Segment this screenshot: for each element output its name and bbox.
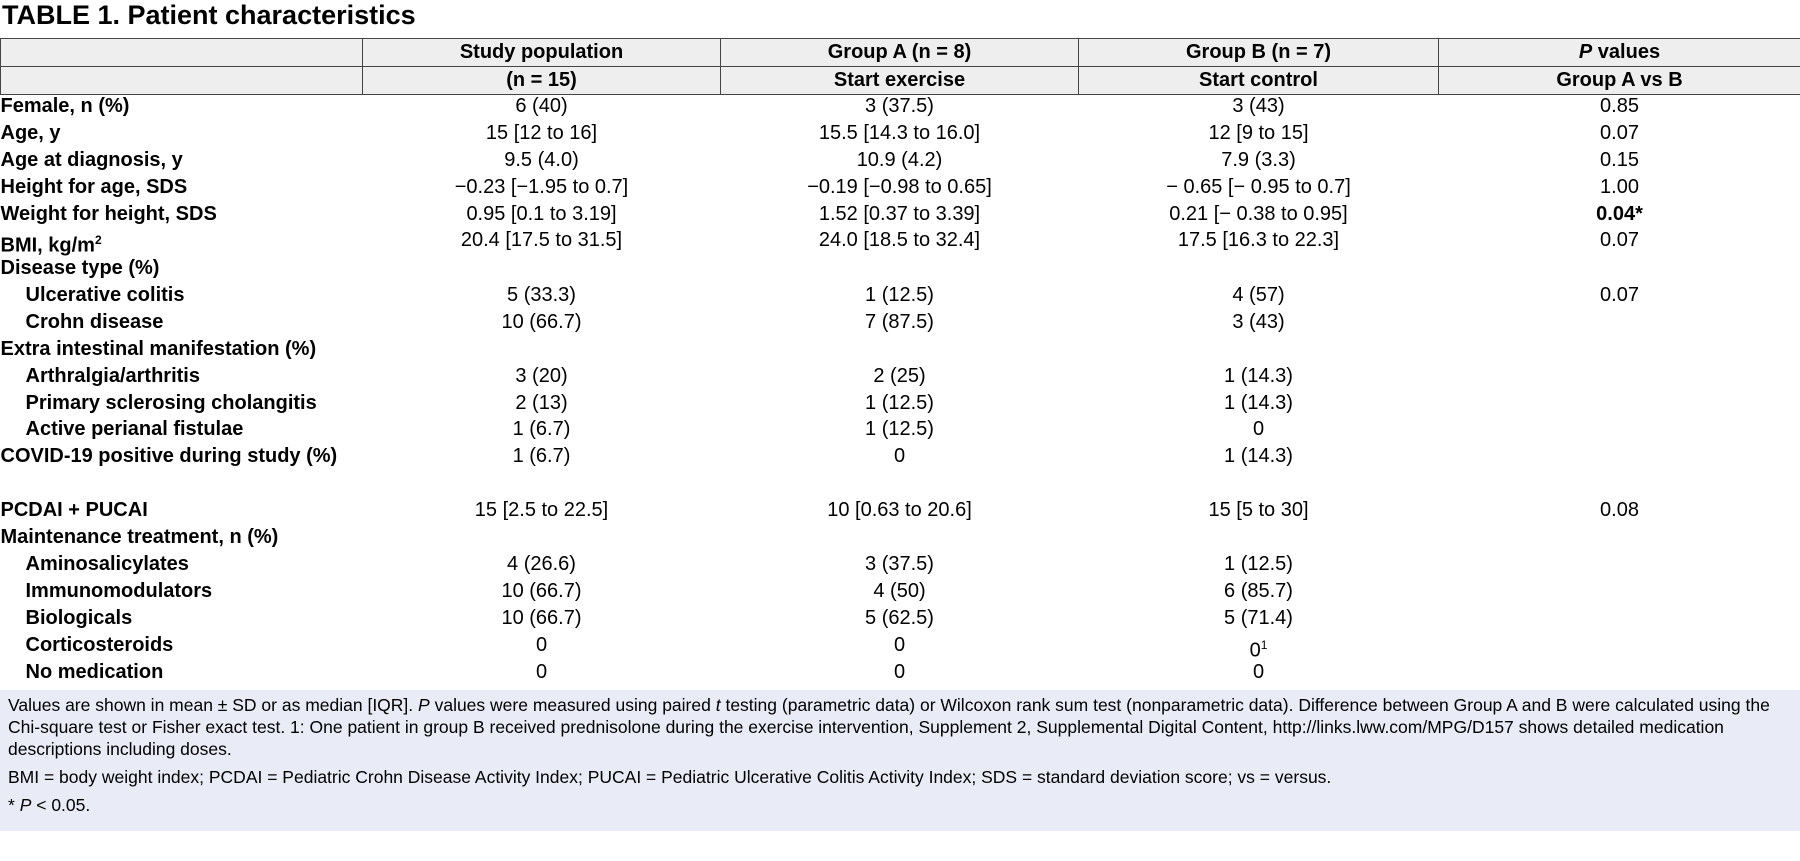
cell-group-a: [721, 418, 1079, 445]
row-label-text: Arthralgia/arthritis: [25, 364, 200, 387]
row-label: [1, 661, 363, 688]
cell-superscript: 1: [1260, 637, 1268, 652]
table-row: [1, 176, 1800, 203]
cell-value: 6 (40): [515, 95, 568, 117]
row-label: [1, 365, 363, 392]
cell-value: − 0.65 [− 0.95 to 0.7]: [1166, 175, 1351, 198]
row-label-text: Disease type (%): [0, 257, 160, 280]
row-label-text: COVID-19 positive during study (%): [0, 445, 338, 468]
cell-value: 0: [893, 633, 906, 656]
table-row: [1, 122, 1800, 149]
cell-group-b: [1079, 203, 1439, 230]
footnote-methods-t: t: [715, 695, 721, 716]
cell-p-value: [1439, 580, 1800, 607]
footnote-sig-p: P: [19, 795, 32, 816]
cell-group-a: [721, 338, 1079, 365]
footnote-methods-part-a: Values are shown in mean ± SD or as median [IQR].: [8, 695, 419, 716]
cell-value: 3 (37.5): [865, 553, 934, 576]
cell-value: 15 [12 to 16]: [485, 121, 598, 144]
cell-group-b: [1079, 418, 1439, 445]
row-label-text: BMI, kg/m: [0, 235, 95, 258]
row-label: [1, 634, 363, 662]
cell-group-b: [1079, 392, 1439, 419]
row-label: [1, 122, 363, 149]
cell-value: 0: [535, 633, 548, 656]
row-label-text: Weight for height, SDS: [0, 202, 217, 225]
footnote-significance: [8, 794, 1792, 816]
row-label: [1, 311, 363, 338]
cell-study-population: [363, 203, 721, 230]
cell-p-value: [1439, 95, 1800, 122]
cell-group-a: [721, 580, 1079, 607]
cell-value: 15.5 [14.3 to 16.0]: [818, 121, 981, 144]
cell-p-value: [1439, 203, 1800, 230]
cell-study-population: [363, 526, 721, 553]
cell-group-b: [1079, 661, 1439, 688]
row-label: [1, 607, 363, 634]
cell-p-value: [1439, 365, 1800, 392]
cell-value: 2 (25): [873, 364, 926, 387]
row-label-superscript: 2: [94, 233, 102, 248]
cell-study-population: [363, 553, 721, 580]
cell-group-a: [721, 607, 1079, 634]
cell-group-a: [721, 661, 1079, 688]
cell-value: 0.07: [1600, 229, 1639, 252]
cell-group-a: [721, 365, 1079, 392]
cell-group-a: [721, 311, 1079, 338]
cell-value: 0: [535, 661, 548, 684]
cell-value: 12 [9 to 15]: [1208, 121, 1309, 144]
cell-study-population: [363, 95, 721, 122]
cell-group-b: [1079, 634, 1439, 662]
cell-group-b: [1079, 229, 1439, 257]
cell-value: 7 (87.5): [865, 310, 934, 333]
table-row: [1, 95, 1800, 122]
cell-group-a: [721, 176, 1079, 203]
cell-p-value: [1439, 607, 1800, 634]
footnote-abbreviations: BMI = body weight index; PCDAI = Pediatric Crohn Disease Activity Index; PUCAI = Pediatric Ulcerative Colitis Activity Index; SDS = standard deviation score; vs = versus.: [8, 767, 1332, 788]
cell-value: 2 (13): [515, 391, 568, 414]
header-start-control: Start control: [1079, 67, 1439, 95]
cell-value: 1.52 [0.37 to 3.39]: [818, 202, 981, 225]
header-p-values: [1439, 39, 1800, 67]
cell-study-population: [363, 149, 721, 176]
table-row: [1, 607, 1800, 634]
cell-study-population: [363, 499, 721, 526]
cell-study-population: [363, 418, 721, 445]
cell-value: 4 (57): [1232, 284, 1285, 306]
cell-value: 0: [893, 445, 906, 468]
cell-group-b: [1079, 580, 1439, 607]
cell-value: 1 (12.5): [865, 284, 934, 306]
table-row: [1, 392, 1800, 419]
row-label: [1, 176, 363, 203]
cell-group-b: [1079, 365, 1439, 392]
row-label-text: Crohn disease: [25, 310, 164, 333]
table-row: [1, 229, 1800, 257]
cell-study-population: [363, 122, 721, 149]
row-label: [1, 338, 363, 365]
cell-group-b: [1079, 445, 1439, 499]
cell-p-value: [1439, 418, 1800, 445]
cell-value: 0: [1252, 661, 1265, 684]
cell-value: −0.19 [−0.98 to 0.65]: [807, 175, 992, 198]
cell-study-population: [363, 661, 721, 688]
cell-value: 0.07: [1600, 121, 1639, 144]
header-study-population: Study population: [363, 39, 721, 67]
cell-p-value: [1439, 311, 1800, 338]
header-group-b: Group B (n = 7): [1079, 39, 1439, 67]
row-label: [1, 392, 363, 419]
cell-group-a: [721, 553, 1079, 580]
cell-value: 10 (66.7): [501, 580, 582, 603]
row-label: [1, 284, 363, 311]
row-label-text: Age at diagnosis, y: [0, 148, 183, 171]
row-label: [1, 580, 363, 607]
table-footnotes: [0, 690, 1800, 831]
cell-group-a: [721, 149, 1079, 176]
cell-value: 0: [1252, 418, 1265, 441]
cell-group-a: [721, 122, 1079, 149]
header-empty-cell: [1, 39, 363, 67]
cell-p-value: [1439, 553, 1800, 580]
row-label: [1, 553, 363, 580]
cell-value: 5 (33.3): [507, 284, 576, 306]
cell-p-value: [1439, 526, 1800, 553]
cell-value: 0: [1249, 639, 1261, 662]
header-group-a-vs-b: Group A vs B: [1439, 67, 1800, 95]
cell-group-b: [1079, 176, 1439, 203]
row-label-text: Female, n (%): [0, 95, 130, 117]
cell-group-a: [721, 392, 1079, 419]
cell-value: 1 (6.7): [512, 445, 571, 468]
cell-value: 5 (62.5): [865, 606, 934, 629]
cell-study-population: [363, 580, 721, 607]
cell-p-value: [1439, 499, 1800, 526]
row-label-text: Aminosalicylates: [25, 553, 189, 576]
cell-value: 7.9 (3.3): [1221, 148, 1296, 171]
row-label-text: Height for age, SDS: [0, 175, 188, 198]
row-label-text: No medication: [25, 661, 164, 684]
cell-group-b: [1079, 149, 1439, 176]
row-label-text: Active perianal fistulae: [25, 418, 244, 441]
row-label: [1, 526, 363, 553]
cell-group-b: [1079, 257, 1439, 284]
cell-group-b: [1079, 499, 1439, 526]
patient-characteristics-table: [0, 38, 1800, 688]
cell-study-population: [363, 229, 721, 257]
header-p-rest: values: [1592, 41, 1661, 63]
cell-value: 1 (14.3): [1224, 391, 1293, 414]
row-label-text: Corticosteroids: [25, 633, 174, 656]
cell-value: −0.23 [−1.95 to 0.7]: [454, 175, 629, 198]
row-label: [1, 229, 363, 257]
cell-group-b: [1079, 95, 1439, 122]
table-row: [1, 418, 1800, 445]
cell-p-value: [1439, 122, 1800, 149]
cell-value: 15 [5 to 30]: [1208, 499, 1309, 522]
cell-value: 10.9 (4.2): [856, 148, 943, 171]
header-row-2: [1, 67, 1800, 95]
table-row: [1, 203, 1800, 230]
cell-group-a: [721, 229, 1079, 257]
cell-p-value: [1439, 445, 1800, 499]
table-row: [1, 526, 1800, 553]
cell-value: 0.95 [0.1 to 3.19]: [466, 202, 617, 225]
cell-study-population: [363, 365, 721, 392]
header-study-n: (n = 15): [363, 67, 721, 95]
cell-value: 0.85: [1600, 95, 1639, 117]
footnote-methods-p: P: [418, 695, 430, 716]
cell-group-a: [721, 95, 1079, 122]
cell-value: 9.5 (4.0): [504, 148, 579, 171]
cell-p-value: [1439, 284, 1800, 311]
row-label-text: Extra intestinal manifestation (%): [0, 337, 317, 360]
cell-group-a: [721, 445, 1079, 499]
row-label: [1, 203, 363, 230]
cell-value: 0: [893, 661, 906, 684]
cell-value: 1 (12.5): [865, 418, 934, 441]
cell-value: 3 (43): [1232, 310, 1285, 333]
footnote-methods: [8, 694, 1792, 760]
cell-value: 0.07: [1600, 284, 1639, 306]
cell-p-value: [1439, 229, 1800, 257]
cell-value: 24.0 [18.5 to 32.4]: [818, 229, 981, 252]
cell-value: 0.08: [1600, 499, 1639, 522]
cell-value: 10 (66.7): [501, 310, 582, 333]
table-row: [1, 553, 1800, 580]
row-label: [1, 257, 363, 284]
cell-group-b: [1079, 526, 1439, 553]
cell-value: 10 (66.7): [501, 606, 582, 629]
table-row: [1, 580, 1800, 607]
cell-value: 1.00: [1600, 175, 1639, 198]
cell-value: 5 (71.4): [1224, 606, 1293, 629]
table-row: [1, 661, 1800, 688]
row-label: [1, 95, 363, 122]
cell-p-value: [1439, 149, 1800, 176]
header-empty-cell-2: [1, 67, 363, 95]
cell-p-value: [1439, 176, 1800, 203]
cell-value: 0.15: [1600, 148, 1639, 171]
table-row: [1, 284, 1800, 311]
row-label-text: Immunomodulators: [25, 580, 213, 603]
cell-value: 6 (85.7): [1224, 580, 1293, 603]
cell-p-value: [1439, 338, 1800, 365]
cell-value: 1 (14.3): [1224, 364, 1293, 387]
cell-study-population: [363, 392, 721, 419]
cell-group-b: [1079, 338, 1439, 365]
cell-group-b: [1079, 311, 1439, 338]
row-label: [1, 445, 363, 499]
cell-group-a: [721, 499, 1079, 526]
row-label-text: Maintenance treatment, n (%): [0, 526, 279, 549]
header-row-1: [1, 39, 1800, 67]
cell-value: 1 (12.5): [865, 391, 934, 414]
cell-group-a: [721, 284, 1079, 311]
cell-value: 15 [2.5 to 22.5]: [474, 499, 609, 522]
cell-value: 20.4 [17.5 to 31.5]: [460, 229, 623, 252]
row-label-text: Primary sclerosing cholangitis: [25, 391, 317, 414]
footnote-methods-part-b: values were measured using paired: [429, 695, 716, 716]
table-row: [1, 634, 1800, 662]
row-label: [1, 418, 363, 445]
cell-value: 17.5 [16.3 to 22.3]: [1177, 229, 1340, 252]
row-label-text: Ulcerative colitis: [25, 284, 185, 306]
cell-study-population: [363, 607, 721, 634]
cell-value: 3 (37.5): [865, 95, 934, 117]
cell-p-value: [1439, 661, 1800, 688]
cell-study-population: [363, 445, 721, 499]
cell-study-population: [363, 257, 721, 284]
table-title: TABLE 1. Patient characteristics: [2, 0, 416, 30]
cell-group-b: [1079, 284, 1439, 311]
header-p-italic: P: [1578, 41, 1593, 63]
cell-value: 0.21 [− 0.38 to 0.95]: [1169, 202, 1348, 225]
cell-value: 3 (20): [515, 364, 568, 387]
table-row: [1, 365, 1800, 392]
cell-group-b: [1079, 607, 1439, 634]
cell-study-population: [363, 338, 721, 365]
table-row: [1, 311, 1800, 338]
table-row: [1, 257, 1800, 284]
cell-p-value: [1439, 257, 1800, 284]
cell-value: 1 (14.3): [1224, 445, 1293, 468]
cell-value: 4 (50): [873, 580, 926, 603]
table-row: [1, 499, 1800, 526]
cell-value: 3 (43): [1232, 95, 1285, 117]
cell-value: 0.04*: [1596, 202, 1643, 225]
cell-group-b: [1079, 122, 1439, 149]
table-row: [1, 445, 1800, 499]
table-body: [1, 95, 1800, 689]
cell-study-population: [363, 176, 721, 203]
cell-value: 10 [0.63 to 20.6]: [827, 499, 972, 522]
row-label-text: Age, y: [0, 121, 61, 144]
footnote-star: *: [8, 795, 20, 816]
cell-p-value: [1439, 634, 1800, 662]
cell-value: 1 (6.7): [512, 418, 571, 441]
row-label: [1, 149, 363, 176]
cell-group-a: [721, 257, 1079, 284]
cell-group-b: [1079, 553, 1439, 580]
cell-group-a: [721, 203, 1079, 230]
cell-group-a: [721, 526, 1079, 553]
cell-group-a: [721, 634, 1079, 662]
header-group-a: Group A (n = 8): [721, 39, 1079, 67]
footnote-sig-rest: < 0.05.: [31, 795, 91, 816]
cell-value: 4 (26.6): [507, 553, 576, 576]
table-row: [1, 149, 1800, 176]
cell-p-value: [1439, 392, 1800, 419]
cell-study-population: [363, 634, 721, 662]
footnote-methods-part-c: testing (parametric data) or Wilcoxon rank sum test (nonparametric data). Difference between Group A and B were calculated using the Chi-square test or Fisher exact test. 1: One patient in group B received prednisolone during the exercise intervention, Supplement 2, Supplemental Digital Content, http://links.lww.com/MPG/D157 shows detailed medication descriptions including doses.: [8, 695, 1770, 760]
row-label: [1, 499, 363, 526]
row-label-text: Biologicals: [25, 606, 133, 629]
cell-study-population: [363, 284, 721, 311]
cell-study-population: [363, 311, 721, 338]
cell-value: 1 (12.5): [1224, 553, 1293, 576]
row-label-text: PCDAI + PUCAI: [0, 499, 148, 522]
table-row: [1, 338, 1800, 365]
header-start-exercise: Start exercise: [721, 67, 1079, 95]
